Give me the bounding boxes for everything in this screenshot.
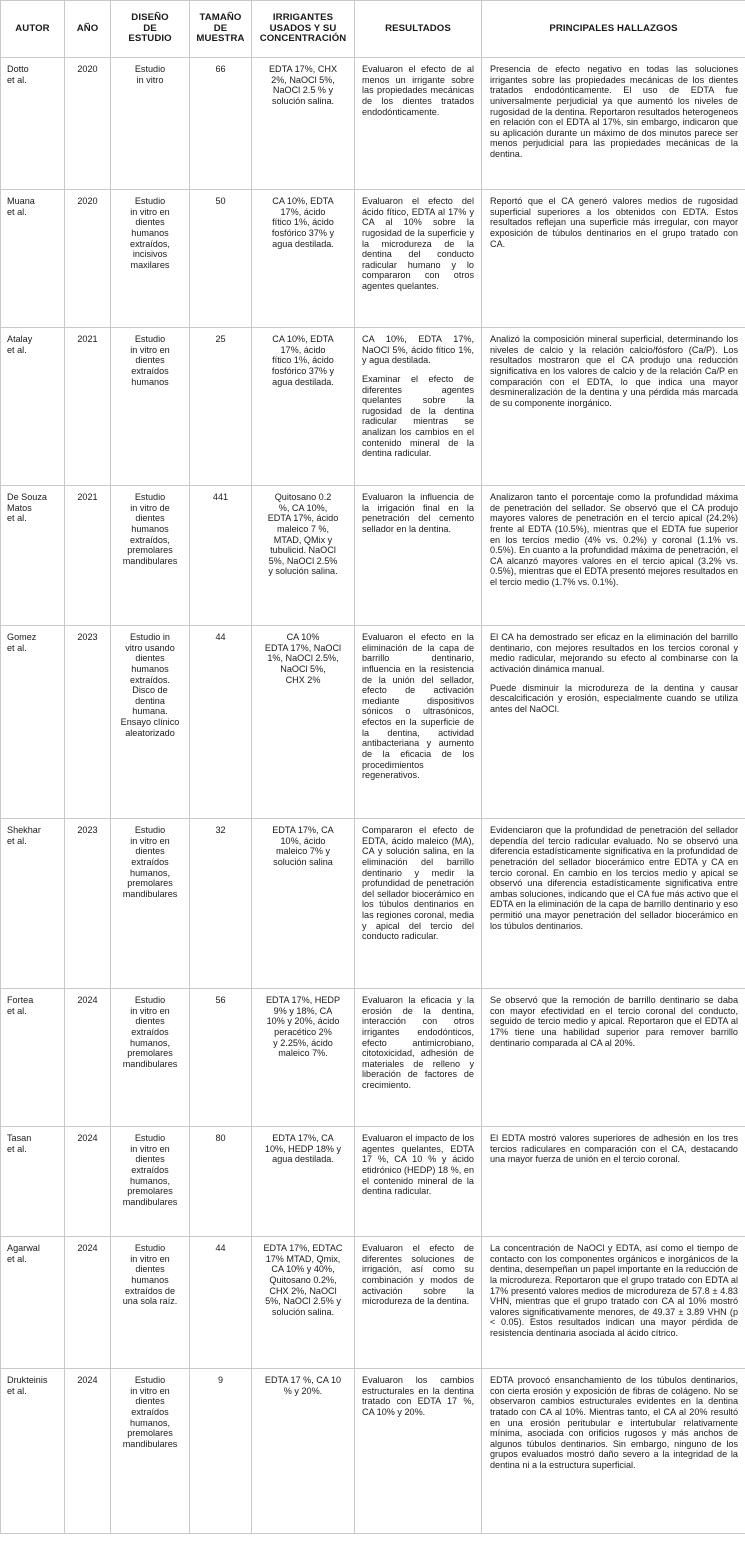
cell-resultados: Compararon el efecto de EDTA, ácido maleico (MA), CA y solución salina, en la eliminación del barrillo dentinario y medir la profundidad de penetración del sellador biocerámico en los túbulos dentinarios en las regiones coronal, media y apical del tercio del conducto radicular. (355, 819, 482, 989)
cell-anio: 2020 (65, 58, 111, 190)
cell-resultados: Evaluaron el impacto de los agentes quelantes, EDTA 17 %, CA 10 % y ácido etidrónico (HEDP) 18 %, en el contenido mineral de la dentina radicular. (355, 1127, 482, 1237)
table-row (1, 58, 745, 190)
header-resultados: RESULTADOS (355, 1, 482, 58)
cell-resultados: CA 10%, EDTA 17%, NaOCl 5%, ácido fítico 1%, y agua destilada. Examinar el efecto de diferentes agentes quelantes sobre la rugosidad de la dentina radicular mientras se analizan los cambios en el contenido mineral de la dentina radicular. (355, 328, 482, 486)
cell-diseno: Estudio in vitro en dientes extraídos humanos, premolares mandibulares (111, 1369, 190, 1534)
cell-anio: 2024 (65, 1237, 111, 1369)
cell-tamano: 44 (190, 626, 252, 819)
cell-anio: 2024 (65, 989, 111, 1127)
cell-anio: 2023 (65, 626, 111, 819)
cell-autor: Atalay et al. (1, 328, 65, 486)
cell-diseno: Estudio in vitro de dientes humanos extraídos, premolares mandibulares (111, 486, 190, 626)
header-autor: AUTOR (1, 1, 65, 58)
cell-autor: Tasan et al. (1, 1127, 65, 1237)
cell-anio: 2021 (65, 328, 111, 486)
cell-autor: De Souza Matos et al. (1, 486, 65, 626)
table-row (1, 328, 745, 486)
cell-diseno: Estudio in vitro usando dientes humanos extraídos. Disco de dentina humana. Ensayo clínico aleatorizado (111, 626, 190, 819)
header-row (1, 1, 745, 58)
table-body (1, 58, 745, 1534)
cell-autor: Drukteinis et al. (1, 1369, 65, 1534)
cell-irrigantes: CA 10% EDTA 17%, NaOCl 1%, NaOCl 2.5%, NaOCl 5%, CHX 2% (252, 626, 355, 819)
cell-irrigantes: CA 10%, EDTA 17%, ácido fítico 1%, ácido fosfórico 37% y agua destilada. (252, 328, 355, 486)
cell-irrigantes: EDTA 17%, EDTAC 17% MTAD, Qmix, CA 10% y 40%, Quitosano 0.2%, CHX 2%, NaOCl 5%, NaOCl 2.5% y solución salina. (252, 1237, 355, 1369)
cell-hallazgos: Analizó la composición mineral superficial, determinando los niveles de calcio y la relación calcio/fósforo (Ca/P). Los resultados mostraron que el CA produjo una reducción significativa en los valores de calcio y de la relación Ca/P en comparación con el EDTA, lo que indica una mayor desmineralización de la dentina y una pérdida más marcada de su componente inorgánico. (482, 328, 745, 486)
cell-autor: Dotto et al. (1, 58, 65, 190)
cell-hallazgos: El CA ha demostrado ser eficaz en la eliminación del barrillo dentinario, con mejores resultados en los tercios coronal y medio radicular, mejorando su efecto al combinarse con la activación dinámica manual. Puede disminuir la microdureza de la dentina y causar descalcificación y erosión, especialmente cuando se utiliza antes del NaOCl. (482, 626, 745, 819)
cell-diseno: Estudio in vitro (111, 58, 190, 190)
cell-autor: Muana et al. (1, 190, 65, 328)
cell-irrigantes: EDTA 17 %, CA 10 % y 20%. (252, 1369, 355, 1534)
cell-irrigantes: EDTA 17%, HEDP 9% y 18%, CA 10% y 20%, ácido peracético 2% y 2.25%, ácido maleico 7%. (252, 989, 355, 1127)
cell-hallazgos: Se observó que la remoción de barrillo dentinario se daba con mayor efectividad en el tercio coronal del conducto, seguido de tercio medio y apical. Reportaron que el EDTA al 17% tiene una habilidad superior para remover barrillo dentinario comparada al CA al 20%. (482, 989, 745, 1127)
cell-irrigantes: EDTA 17%, CHX 2%, NaOCl 5%, NaOCl 2.5 % y solución salina. (252, 58, 355, 190)
cell-tamano: 44 (190, 1237, 252, 1369)
cell-diseno: Estudio in vitro en dientes extraídos humanos, premolares mandibulares (111, 1127, 190, 1237)
cell-irrigantes: CA 10%, EDTA 17%, ácido fítico 1%, ácido fosfórico 37% y agua destilada. (252, 190, 355, 328)
table-row (1, 819, 745, 989)
cell-diseno: Estudio in vitro en dientes extraídos humanos (111, 328, 190, 486)
table-row (1, 1369, 745, 1534)
table-row (1, 1237, 745, 1369)
cell-resultados: Evaluaron el efecto de diferentes soluciones de irrigación, así como su combinación y modos de activación sobre la microdureza de la dentina. (355, 1237, 482, 1369)
cell-resultados: Evaluaron el efecto de al menos un irrigante sobre las propiedades mecánicas de los dientes tratados endodónticamente. (355, 58, 482, 190)
header-irrigantes: IRRIGANTES USADOS Y SU CONCENTRACIÓN (252, 1, 355, 58)
cell-resultados: Evaluaron la eficacia y la erosión de la dentina, interacción con otros irrigantes endodónticos, efecto antimicrobiano, citotoxicidad, adhesión de materiales de relleno y liberación de factores de crecimiento. (355, 989, 482, 1127)
cell-anio: 2020 (65, 190, 111, 328)
cell-tamano: 80 (190, 1127, 252, 1237)
cell-hallazgos: Presencia de efecto negativo en todas las soluciones irrigantes sobre las propiedades mecánicas de los dientes tratados endodónticamente. El uso de EDTA fue universalmente perjudicial ya que aumentó los niveles de rugosidad de la dentina. Reportaron resultados heterogeneos en relación con el EDTA al 17%, sin embargo, indicaron que su aplicación durante un máximo de dos minutos parece ser menos perjudicial para las propiedades mecánicas de la dentina. (482, 58, 745, 190)
cell-tamano: 32 (190, 819, 252, 989)
cell-irrigantes: EDTA 17%, CA 10%, HEDP 18% y agua destilada. (252, 1127, 355, 1237)
cell-autor: Fortea et al. (1, 989, 65, 1127)
cell-anio: 2021 (65, 486, 111, 626)
cell-diseno: Estudio in vitro en dientes extraídos humanos, premolares mandibulares (111, 819, 190, 989)
cell-resultados: Evaluaron el efecto del ácido fítico, EDTA al 17% y CA al 10% sobre la rugosidad de la superficie y la microdureza de la dentina del conducto radicular humano y lo compararon con otros agentes quelantes. (355, 190, 482, 328)
table-row (1, 989, 745, 1127)
header-tamano: TAMAÑO DE MUESTRA (190, 1, 252, 58)
cell-irrigantes: EDTA 17%, CA 10%, ácido maleico 7% y solución salina (252, 819, 355, 989)
cell-autor: Gomez et al. (1, 626, 65, 819)
table-row (1, 190, 745, 328)
table-row (1, 486, 745, 626)
table-row (1, 626, 745, 819)
cell-anio: 2024 (65, 1369, 111, 1534)
cell-hallazgos: EDTA provocó ensanchamiento de los túbulos dentinarios, con cierta erosión y exposición de fibras de colágeno. No se observaron cambios estructurales evidentes en la dentina tratado con CA al 10%. Mientras tanto, el CA al 20% resultó en una erosión peritubular e intertubular relativamente mínima, asociada con orificios rugosos y más anchos de algunos túbulos dentinarios. Sin embargo, ninguno de los grupos evaluados mostró daño severo a la integridad de la dentina ni a la estructura superficial. (482, 1369, 745, 1534)
cell-autor: Agarwal et al. (1, 1237, 65, 1369)
cell-diseno: Estudio in vitro en dientes humanos extraídos, incisivos maxilares (111, 190, 190, 328)
cell-resultados: Evaluaron la influencia de la irrigación final en la penetración del cemento sellador en la dentina. (355, 486, 482, 626)
table-row (1, 1127, 745, 1237)
cell-hallazgos: Evidenciaron que la profundidad de penetración del sellador dependía del tercio radicular evaluado. No se observó una diferencia estadísticamente significativa en la profundidad de penetración del sellador biocerámico entre EDTA y CA en tercio coronal. En cambio en los tercios medio y apical se observó una diferencia estadísticamente significativa entre ambas soluciones, indicando que el CA fue más activo que el EDTA en la eliminación de la capa de barrillo dentinario y eso permitió una mayor penetración del sellador biocerámico en los túbulos dentinarios. (482, 819, 745, 989)
cell-resultados: Evaluaron el efecto en la eliminación de la capa de barrillo dentinario, influencia en la resistencia de la unión del sellador, efecto de activación mediante dispositivos sónicos o ultrasónicos, efectos en la superficie de la dentina, actividad antibacteriana y aumento de la eficacia de los procedimientos regenerativos. (355, 626, 482, 819)
cell-hallazgos: Analizaron tanto el porcentaje como la profundidad máxima de penetración del sellador. Se observó que el CA produjo mayores valores de penetración en el tercio apical (24.2%) frente al EDTA (10.5%), mientras que el EDTA fue superior en los tercios medio (4% vs. 0.2%) y coronal (1.1% vs. 0.5%). En cuanto a la profundidad máxima de penetración, el CA alcanzó mayores valores en el tercio apical (3.2% vs. 0.5%), mientras que el EDTA presentó mejores resultados en el tercio medio (1.7% vs. 0.1%). (482, 486, 745, 626)
cell-hallazgos: El EDTA mostró valores superiores de adhesión en los tres tercios radiculares en comparación con el CA, destacando una mayor fuerza de unión en el tercio coronal. (482, 1127, 745, 1237)
cell-tamano: 66 (190, 58, 252, 190)
cell-anio: 2024 (65, 1127, 111, 1237)
cell-hallazgos: Reportó que el CA generó valores medios de rugosidad superficial superiores a los obtenidos con EDTA. Estos resultados reflejan una superficie más irregular, con mayor exposición de túbulos dentinarios en el grupo tratado con CA. (482, 190, 745, 328)
cell-diseno: Estudio in vitro en dientes extraídos humanos, premolares mandibulares (111, 989, 190, 1127)
cell-tamano: 50 (190, 190, 252, 328)
header-anio: AÑO (65, 1, 111, 58)
cell-hallazgos: La concentración de NaOCl y EDTA, así como el tiempo de contacto con los componentes orgánicos e inorgánicos de la dentina, desempeñan un papel importante en la reducción de la microdureza. Reportaron que el grupo tratado con EDTA al 17% presentó valores medios de microdureza de 57.8 ± 4.83 VHN, mientras que el grupo tratado con CA al 10% mostró valores significativamente menores, de 49.37 ± 3.89 VHN (p < 0.05). Estos resultados indican una mayor pérdida de resistencia dentinaria asociada al ácido cítrico. (482, 1237, 745, 1369)
cell-tamano: 9 (190, 1369, 252, 1534)
cell-tamano: 25 (190, 328, 252, 486)
cell-tamano: 441 (190, 486, 252, 626)
header-diseno: DISEÑO DE ESTUDIO (111, 1, 190, 58)
cell-resultados: Evaluaron los cambios estructurales en la dentina tratado con EDTA 17 %, CA 10% y 20%. (355, 1369, 482, 1534)
cell-anio: 2023 (65, 819, 111, 989)
header-hallazgos: PRINCIPALES HALLAZGOS (482, 1, 745, 58)
cell-diseno: Estudio in vitro en dientes humanos extraídos de una sola raíz. (111, 1237, 190, 1369)
cell-tamano: 56 (190, 989, 252, 1127)
cell-irrigantes: Quitosano 0.2 %, CA 10%, EDTA 17%, ácido maleico 7 %, MTAD, QMix y tubulicid. NaOCl 5%, NaOCl 2.5% y solución salina. (252, 486, 355, 626)
cell-autor: Shekhar et al. (1, 819, 65, 989)
